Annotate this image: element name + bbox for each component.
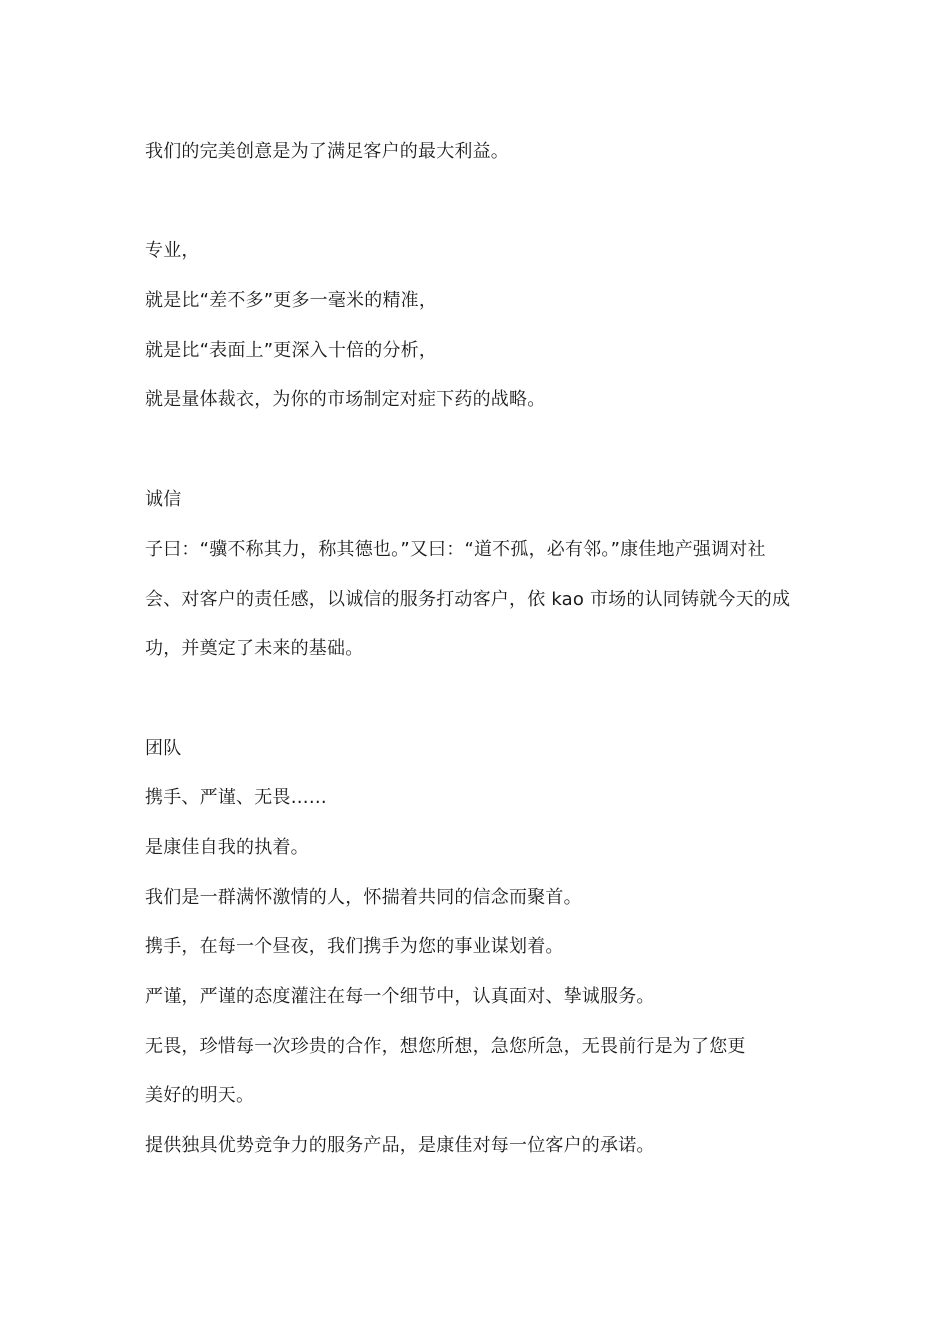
team-line-4: 携手，在每一个昼夜，我们携手为您的事业谋划着。 xyxy=(145,936,564,957)
professional-line-2: 就是比“表面上”更深入十倍的分析， xyxy=(145,340,438,361)
section-heading-team: 团队 xyxy=(145,738,182,759)
integrity-line-1: 子曰：“骥不称其力，称其德也。”又曰：“道不孤，必有邻。”康佳地产强调对社 xyxy=(145,539,766,560)
integrity-line-2: 会、对客户的责任感，以诚信的服务打动客户，依 kao 市场的认同铸就今天的成 xyxy=(145,589,791,610)
section-heading-professional: 专业， xyxy=(145,240,200,261)
team-line-3: 我们是一群满怀激情的人，怀揣着共同的信念而聚首。 xyxy=(145,887,582,908)
integrity-line-3: 功，并奠定了未来的基础。 xyxy=(145,638,364,659)
team-line-1: 携手、严谨、无畏…… xyxy=(145,787,327,808)
professional-line-1: 就是比“差不多”更多一毫米的精准， xyxy=(145,290,438,311)
team-line-2: 是康佳自我的执着。 xyxy=(145,837,309,858)
section-heading-integrity: 诚信 xyxy=(145,489,182,510)
team-line-6: 无畏，珍惜每一次珍贵的合作，想您所想，急您所急，无畏前行是为了您更 xyxy=(145,1036,746,1057)
team-line-5: 严谨，严谨的态度灌注在每一个细节中，认真面对、挚诚服务。 xyxy=(145,986,655,1007)
team-line-7: 美好的明天。 xyxy=(145,1085,255,1106)
professional-line-3: 就是量体裁衣，为你的市场制定对症下药的战略。 xyxy=(145,389,546,410)
team-line-8: 提供独具优势竞争力的服务产品，是康佳对每一位客户的承诺。 xyxy=(145,1135,655,1156)
intro-line: 我们的完美创意是为了满足客户的最大利益。 xyxy=(145,141,509,162)
